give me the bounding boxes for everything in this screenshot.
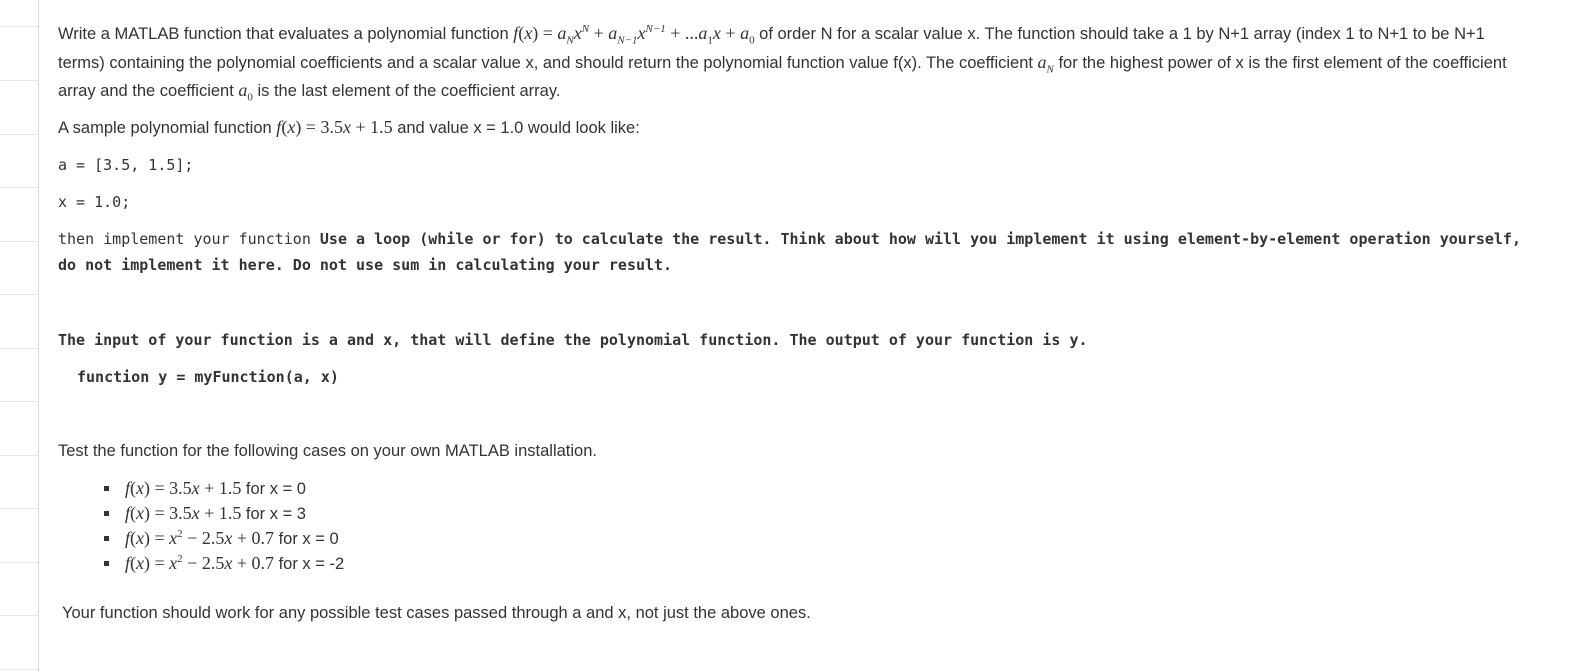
list-item	[58, 501, 344, 526]
function-signature: function y = myFunction(a, x)	[77, 368, 339, 386]
case-formula: f(x) = 3.5x + 1.5	[125, 503, 242, 523]
instructions-block	[58, 226, 1528, 278]
gutter-divider	[0, 508, 38, 509]
coefficient-a0: $a_0$	[238, 80, 253, 104]
statement-text: of order N for a scalar value x. The function should take a 1 by N+1 array (index 1 to N+1 to be N+1 terms) containing the polynomial coefficients and a scalar value x, and should return the polynomial function value f(x). The coefficient	[58, 25, 1485, 72]
instructions-bold: Use a loop (while or for) to calculate the result. Think about how will you implement it using element-by-element operation yourself, do not implement it here. Do not use sum in calculating your result.	[58, 230, 1521, 274]
gutter-divider	[0, 134, 38, 135]
gutter-divider	[0, 669, 38, 670]
case-condition: for x = 0	[273, 530, 339, 548]
test-intro: Test the function for the following cases on your own MATLAB installation.	[58, 442, 597, 460]
list-item	[58, 476, 344, 501]
gutter-divider	[0, 80, 38, 81]
bullet-icon	[104, 561, 109, 566]
instructions-plain: then implement your function	[58, 230, 320, 248]
gutter-divider	[0, 294, 38, 295]
sample-description	[58, 114, 1533, 143]
list-item	[58, 526, 344, 551]
gutter-divider	[0, 401, 38, 402]
sample-text: A sample polynomial function	[58, 119, 277, 137]
bullet-icon	[104, 486, 109, 491]
io-description: The input of your function is a and x, that will define the polynomial function. The output of your function is y.	[58, 331, 1088, 349]
closing-note: Your function should work for any possible test cases passed through a and x, not just the above ones.	[62, 604, 811, 622]
test-case-list	[58, 476, 344, 576]
left-gutter	[0, 0, 39, 672]
case-formula: $f(x) = x^2 - 2.5x + 0.7$	[125, 553, 274, 573]
statement-text: Write a MATLAB function that evaluates a polynomial function	[58, 25, 514, 43]
bullet-icon	[104, 536, 109, 541]
case-condition: for x = -2	[273, 555, 345, 573]
bullet-icon	[104, 511, 109, 516]
code-line-x: x = 1.0;	[58, 193, 131, 211]
gutter-divider	[0, 615, 38, 616]
gutter-divider	[0, 348, 38, 349]
statement-text: for the highest power of x is the first element of the coefficient array and the coefficient	[58, 53, 1507, 100]
list-item	[58, 551, 344, 576]
case-formula: $f(x) = x^2 - 2.5x + 0.7$	[125, 528, 274, 548]
statement-text: is the last element of the coefficient array.	[252, 82, 561, 100]
sample-text: and value x = 1.0 would look like:	[392, 119, 640, 137]
gutter-divider	[0, 241, 38, 242]
gutter-divider	[0, 455, 38, 456]
case-condition: for x = 0	[241, 480, 306, 498]
code-line-a: a = [3.5, 1.5];	[58, 156, 194, 174]
sample-formula: f(x) = 3.5x + 1.5	[276, 117, 393, 137]
case-condition: for x = 3	[241, 505, 306, 523]
gutter-divider	[0, 187, 38, 188]
case-formula: f(x) = 3.5x + 1.5	[125, 478, 242, 498]
coefficient-aN: $a_N$	[1037, 51, 1054, 76]
gutter-divider	[0, 562, 38, 563]
polynomial-formula: $f(x) = a_Nx^N + a_{N-1}x^{N-1} + ...a_1x + a_0$	[513, 23, 755, 47]
gutter-divider	[0, 26, 38, 27]
problem-statement	[58, 20, 1533, 106]
